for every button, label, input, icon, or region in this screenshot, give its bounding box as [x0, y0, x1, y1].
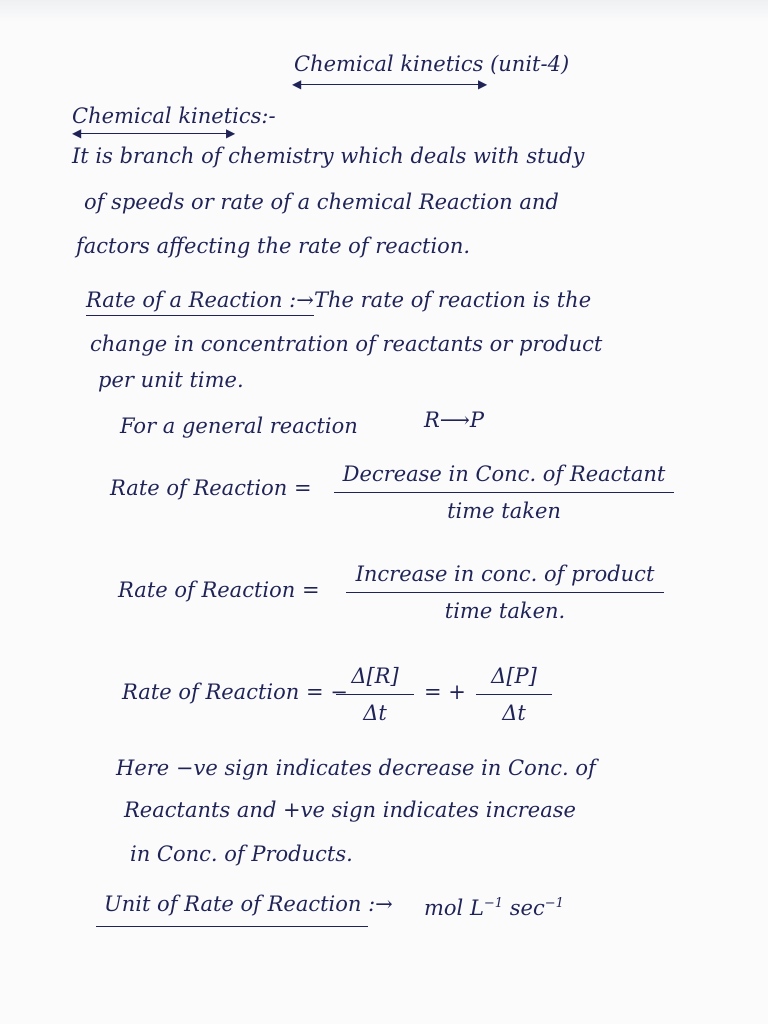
arrow-left-icon: ◀	[72, 126, 82, 140]
eq1-numerator: Decrease in Conc. of Reactant	[334, 462, 674, 493]
definition-line-1: It is branch of chemistry which deals with study	[72, 144, 585, 168]
unit-exponent-2: −1	[544, 896, 564, 911]
eq1-fraction	[334, 462, 674, 523]
note-line-1: Here −ve sign indicates decrease in Conc. of	[116, 756, 596, 780]
arrow-right-icon: ▶	[478, 77, 488, 91]
eq3-lhs: Rate of Reaction = −	[122, 680, 348, 704]
unit-value-base: mol L	[424, 896, 484, 920]
title-underline-arrow	[300, 84, 482, 85]
arrow-right-icon: ▶	[226, 126, 236, 140]
rate-definition-line-2: change in concentration of reactants or product	[90, 332, 603, 356]
eq3-fraction-1	[336, 664, 414, 725]
eq3-middle: = +	[424, 680, 466, 704]
eq1-denominator: time taken	[447, 499, 561, 523]
arrow-left-icon: ◀	[292, 77, 302, 91]
eq3-numerator-2: Δ[P]	[476, 664, 552, 695]
unit-value-mid: sec	[503, 896, 545, 920]
eq2-denominator: time taken.	[444, 599, 566, 623]
unit-label: Unit of Rate of Reaction :→	[104, 892, 393, 916]
note-line-3: in Conc. of Products.	[130, 842, 353, 866]
eq3-denominator-1: Δt	[363, 701, 387, 725]
rate-label	[86, 288, 314, 312]
page-title: Chemical kinetics (unit-4)	[294, 52, 570, 76]
rate-definition-line-3: per unit time.	[98, 368, 244, 392]
page-top-shadow	[0, 0, 768, 22]
definition-line-2: of speeds or rate of a chemical Reaction and	[84, 190, 559, 214]
note-line-2: Reactants and +ve sign indicates increase	[124, 798, 576, 822]
unit-value	[424, 896, 564, 920]
unit-label-underline	[96, 926, 368, 927]
eq2-lhs: Rate of Reaction =	[118, 578, 320, 602]
eq1-lhs: Rate of Reaction =	[110, 476, 312, 500]
eq2-numerator: Increase in conc. of product	[346, 562, 664, 593]
heading-underline-arrow	[80, 133, 230, 134]
eq3-numerator-1: Δ[R]	[336, 664, 414, 695]
general-reaction-equation: R⟶P	[424, 408, 485, 432]
definition-line-3: factors affecting the rate of reaction.	[76, 234, 471, 258]
general-reaction-text: For a general reaction	[120, 414, 358, 438]
unit-exponent-1: −1	[483, 896, 504, 911]
eq2-fraction	[346, 562, 664, 623]
eq3-denominator-2: Δt	[502, 701, 526, 725]
section-heading: Chemical kinetics:-	[72, 104, 276, 128]
rate-label-text: Rate of a Reaction :→	[86, 288, 314, 316]
eq3-fraction-2	[476, 664, 552, 725]
rate-definition-line-1: The rate of reaction is the	[314, 288, 592, 312]
